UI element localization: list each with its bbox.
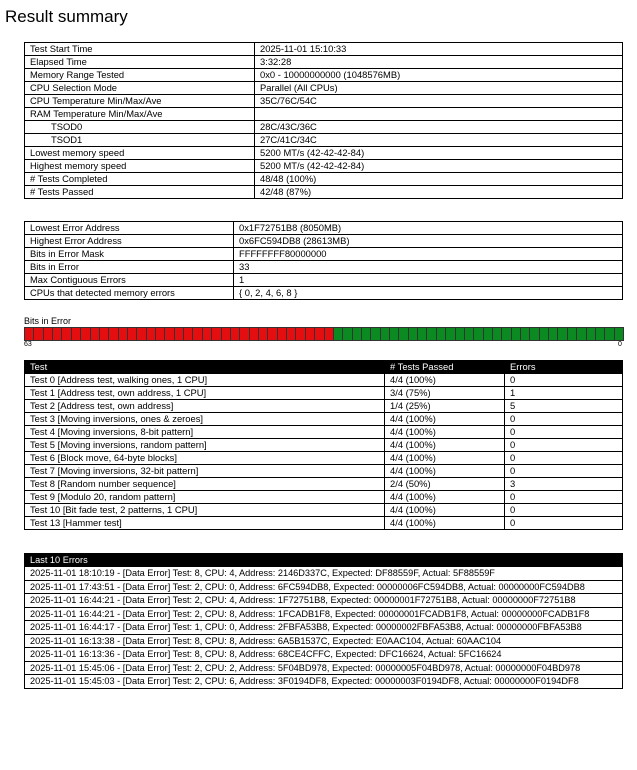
error-entry: 2025-11-01 18:10:19 - [Data Error] Test: 8, CPU: 4, Address: 2146D337C, Expected: DF88559F, Actual: 5F88559F — [25, 567, 623, 581]
bit-error-cell — [268, 328, 277, 340]
error-row — [25, 648, 623, 662]
test-name-cell: Test 3 [Moving inversions, ones & zeroes] — [25, 413, 385, 426]
test-name-cell: Test 10 [Bit fade test, 2 patterns, 1 CPU] — [25, 504, 385, 517]
bit-error-cell — [193, 328, 202, 340]
last-errors-header: Last 10 Errors — [25, 554, 623, 567]
tests-passed-cell: 4/4 (100%) — [385, 452, 505, 465]
test-name-cell: Test 2 [Address test, own address] — [25, 400, 385, 413]
table-row — [25, 465, 623, 478]
test-name-cell: Test 9 [Modulo 20, random pattern] — [25, 491, 385, 504]
bit-ok-cell — [615, 328, 623, 340]
error-row — [25, 661, 623, 675]
table-row — [25, 491, 623, 504]
error-info-value: 0x6FC594DB8 (28613MB) — [234, 235, 623, 248]
tests-passed-cell: 4/4 (100%) — [385, 439, 505, 452]
bit-error-cell — [34, 328, 43, 340]
summary-label: # Tests Completed — [25, 173, 255, 186]
summary-value: 35C/76C/54C — [255, 95, 623, 108]
table-row — [25, 517, 623, 530]
bit-high-label: 63 — [24, 341, 32, 348]
bit-error-cell — [62, 328, 71, 340]
summary-label: Test Start Time — [25, 43, 255, 56]
error-info-label: Lowest Error Address — [25, 222, 234, 235]
bit-error-cell — [287, 328, 296, 340]
bit-ok-cell — [577, 328, 586, 340]
header-test: Test — [25, 361, 385, 374]
bit-ok-cell — [399, 328, 408, 340]
summary-row — [25, 56, 623, 69]
bit-error-cell — [156, 328, 165, 340]
tests-passed-cell: 4/4 (100%) — [385, 426, 505, 439]
error-row — [25, 634, 623, 648]
error-info-label: Bits in Error Mask — [25, 248, 234, 261]
bit-ok-cell — [456, 328, 465, 340]
summary-label: CPU Selection Mode — [25, 82, 255, 95]
bit-ok-cell — [343, 328, 352, 340]
bit-ok-cell — [484, 328, 493, 340]
summary-table — [24, 42, 623, 199]
bit-ok-cell — [353, 328, 362, 340]
errors-cell: 0 — [505, 426, 623, 439]
table-row — [25, 400, 623, 413]
bit-ok-cell — [502, 328, 511, 340]
error-entry: 2025-11-01 15:45:03 - [Data Error] Test: 2, CPU: 6, Address: 3F0194DF8, Expected: 00000003F0194DF8, Actual: 00000000F0194DF8 — [25, 675, 623, 689]
test-name-cell: Test 1 [Address test, own address, 1 CPU] — [25, 387, 385, 400]
errors-cell: 0 — [505, 465, 623, 478]
error-entry: 2025-11-01 16:13:38 - [Data Error] Test: 8, CPU: 8, Address: 6A5B1537C, Expected: E0AAC104, Actual: 60AAC104 — [25, 634, 623, 648]
bit-error-cell — [119, 328, 128, 340]
bit-error-cell — [81, 328, 90, 340]
bit-ok-cell — [540, 328, 549, 340]
tests-passed-cell: 4/4 (100%) — [385, 504, 505, 517]
test-name-cell: Test 5 [Moving inversions, random pattern] — [25, 439, 385, 452]
errors-cell: 5 — [505, 400, 623, 413]
bit-ok-cell — [334, 328, 343, 340]
bit-ok-cell — [427, 328, 436, 340]
errors-cell: 0 — [505, 517, 623, 530]
bit-ok-cell — [512, 328, 521, 340]
error-info-row — [25, 222, 623, 235]
error-row — [25, 675, 623, 689]
test-name-cell: Test 13 [Hammer test] — [25, 517, 385, 530]
bit-error-cell — [212, 328, 221, 340]
errors-cell: 0 — [505, 452, 623, 465]
errors-cell: 3 — [505, 478, 623, 491]
summary-label: TSOD1 — [25, 134, 255, 147]
summary-row — [25, 95, 623, 108]
error-info-row — [25, 248, 623, 261]
bit-ok-cell — [474, 328, 483, 340]
tests-table — [24, 360, 623, 530]
summary-row — [25, 173, 623, 186]
bit-error-cell — [137, 328, 146, 340]
bit-ok-cell — [437, 328, 446, 340]
bit-error-cell — [165, 328, 174, 340]
bit-error-cell — [325, 328, 334, 340]
bit-error-cell — [175, 328, 184, 340]
bit-ok-cell — [381, 328, 390, 340]
summary-row — [25, 147, 623, 160]
page-title: Result summary — [5, 7, 128, 26]
summary-label: # Tests Passed — [25, 186, 255, 199]
summary-value: 28C/43C/36C — [255, 121, 623, 134]
test-name-cell: Test 6 [Block move, 64-byte blocks] — [25, 452, 385, 465]
table-row — [25, 426, 623, 439]
tests-passed-cell: 3/4 (75%) — [385, 387, 505, 400]
summary-row — [25, 160, 623, 173]
summary-value: 48/48 (100%) — [255, 173, 623, 186]
bit-error-cell — [53, 328, 62, 340]
error-info-row — [25, 287, 623, 300]
error-info-label: CPUs that detected memory errors — [25, 287, 234, 300]
bit-ok-cell — [390, 328, 399, 340]
error-info-label: Highest Error Address — [25, 235, 234, 248]
error-row — [25, 607, 623, 621]
bit-ok-cell — [596, 328, 605, 340]
table-row — [25, 413, 623, 426]
bit-ok-cell — [371, 328, 380, 340]
table-row — [25, 374, 623, 387]
bit-error-cell — [72, 328, 81, 340]
summary-row — [25, 134, 623, 147]
error-entry: 2025-11-01 16:13:36 - [Data Error] Test: 8, CPU: 8, Address: 68CE4CFFC, Expected: DFC16624, Actual: 5FC16624 — [25, 648, 623, 662]
table-row — [25, 439, 623, 452]
error-info-row — [25, 261, 623, 274]
error-entry: 2025-11-01 17:43:51 - [Data Error] Test: 2, CPU: 0, Address: 6FC594DB8, Expected: 00000006FC594DB8, Actual: 00000000FC594DB8 — [25, 580, 623, 594]
bit-error-cell — [109, 328, 118, 340]
summary-label: RAM Temperature Min/Max/Ave — [25, 108, 255, 121]
error-info-value: 33 — [234, 261, 623, 274]
error-entry: 2025-11-01 15:45:06 - [Data Error] Test: 2, CPU: 2, Address: 5F04BD978, Expected: 00000005F04BD978, Actual: 00000000F04BD978 — [25, 661, 623, 675]
bit-error-cell — [184, 328, 193, 340]
summary-label: Elapsed Time — [25, 56, 255, 69]
bit-error-cell — [147, 328, 156, 340]
summary-value: 3:32:28 — [255, 56, 623, 69]
bit-error-cell — [306, 328, 315, 340]
summary-row — [25, 43, 623, 56]
errors-cell: 0 — [505, 504, 623, 517]
bit-ok-cell — [418, 328, 427, 340]
bit-error-cell — [259, 328, 268, 340]
bit-error-cell — [240, 328, 249, 340]
bit-error-cell — [231, 328, 240, 340]
error-info-row — [25, 235, 623, 248]
bit-ok-cell — [362, 328, 371, 340]
bit-ok-cell — [605, 328, 614, 340]
bit-ok-cell — [521, 328, 530, 340]
test-name-cell: Test 8 [Random number sequence] — [25, 478, 385, 491]
tests-passed-cell: 4/4 (100%) — [385, 374, 505, 387]
header-errors: Errors — [505, 361, 623, 374]
error-info-value: { 0, 2, 4, 6, 8 } — [234, 287, 623, 300]
test-name-cell: Test 7 [Moving inversions, 32-bit pattern] — [25, 465, 385, 478]
tests-passed-cell: 4/4 (100%) — [385, 517, 505, 530]
last-errors-table — [24, 553, 623, 689]
error-row — [25, 580, 623, 594]
summary-row — [25, 69, 623, 82]
summary-label: CPU Temperature Min/Max/Ave — [25, 95, 255, 108]
error-info-value: 1 — [234, 274, 623, 287]
summary-label: TSOD0 — [25, 121, 255, 134]
bit-ok-cell — [530, 328, 539, 340]
bit-error-cell — [25, 328, 34, 340]
tests-passed-cell: 4/4 (100%) — [385, 465, 505, 478]
summary-row — [25, 108, 623, 121]
error-info-label: Bits in Error — [25, 261, 234, 274]
bit-ok-cell — [493, 328, 502, 340]
bit-ok-cell — [558, 328, 567, 340]
error-row — [25, 621, 623, 635]
bit-error-cell — [44, 328, 53, 340]
summary-value: 42/48 (87%) — [255, 186, 623, 199]
error-info-table — [24, 221, 623, 300]
bit-low-label: 0 — [618, 341, 622, 348]
summary-row — [25, 121, 623, 134]
summary-value: 5200 MT/s (42-42-42-84) — [255, 160, 623, 173]
errors-cell: 0 — [505, 374, 623, 387]
summary-label: Highest memory speed — [25, 160, 255, 173]
errors-cell: 1 — [505, 387, 623, 400]
tests-passed-cell: 2/4 (50%) — [385, 478, 505, 491]
bit-ok-cell — [465, 328, 474, 340]
table-row — [25, 452, 623, 465]
error-info-row — [25, 274, 623, 287]
errors-cell: 0 — [505, 413, 623, 426]
summary-value: Parallel (All CPUs) — [255, 82, 623, 95]
error-info-value: FFFFFFFF80000000 — [234, 248, 623, 261]
tests-passed-cell: 1/4 (25%) — [385, 400, 505, 413]
summary-value: 27C/41C/34C — [255, 134, 623, 147]
tests-passed-cell: 4/4 (100%) — [385, 413, 505, 426]
table-row — [25, 504, 623, 517]
bit-ok-cell — [587, 328, 596, 340]
bit-error-cell — [296, 328, 305, 340]
summary-row — [25, 186, 623, 199]
error-info-value: 0x1F72751B8 (8050MB) — [234, 222, 623, 235]
summary-label: Memory Range Tested — [25, 69, 255, 82]
tests-header-row — [25, 361, 623, 374]
bit-ok-cell — [568, 328, 577, 340]
error-info-label: Max Contiguous Errors — [25, 274, 234, 287]
bit-error-cell — [250, 328, 259, 340]
summary-row — [25, 82, 623, 95]
table-row — [25, 387, 623, 400]
errors-cell: 0 — [505, 491, 623, 504]
summary-label: Lowest memory speed — [25, 147, 255, 160]
bit-ok-cell — [446, 328, 455, 340]
summary-value: 0x0 - 10000000000 (1048576MB) — [255, 69, 623, 82]
error-row — [25, 594, 623, 608]
bit-error-cell — [91, 328, 100, 340]
bit-error-cell — [203, 328, 212, 340]
error-entry: 2025-11-01 16:44:17 - [Data Error] Test: 1, CPU: 0, Address: 2FBFA53B8, Expected: 00000002FBFA53B8, Actual: 00000000FBFA53B8 — [25, 621, 623, 635]
bit-ok-cell — [409, 328, 418, 340]
error-entry: 2025-11-01 16:44:21 - [Data Error] Test: 2, CPU: 8, Address: 1FCADB1F8, Expected: 00000001FCADB1F8, Actual: 00000000FCADB1F8 — [25, 607, 623, 621]
summary-value: 5200 MT/s (42-42-42-84) — [255, 147, 623, 160]
errors-cell: 0 — [505, 439, 623, 452]
test-name-cell: Test 0 [Address test, walking ones, 1 CPU] — [25, 374, 385, 387]
error-row — [25, 567, 623, 581]
bit-error-cell — [315, 328, 324, 340]
bit-error-cell — [222, 328, 231, 340]
bit-error-cell — [128, 328, 137, 340]
summary-value: 2025-11-01 15:10:33 — [255, 43, 623, 56]
table-row — [25, 478, 623, 491]
header-tests-passed: # Tests Passed — [385, 361, 505, 374]
error-entry: 2025-11-01 16:44:21 - [Data Error] Test: 2, CPU: 4, Address: 1F72751B8, Expected: 00000001F72751B8, Actual: 00000000F72751B8 — [25, 594, 623, 608]
bits-in-error-label: Bits in Error — [24, 316, 72, 326]
bits-in-error-bar — [24, 327, 624, 341]
test-name-cell: Test 4 [Moving inversions, 8-bit pattern] — [25, 426, 385, 439]
tests-passed-cell: 4/4 (100%) — [385, 491, 505, 504]
summary-value — [255, 108, 623, 121]
bit-error-cell — [100, 328, 109, 340]
bit-error-cell — [278, 328, 287, 340]
bit-ok-cell — [549, 328, 558, 340]
